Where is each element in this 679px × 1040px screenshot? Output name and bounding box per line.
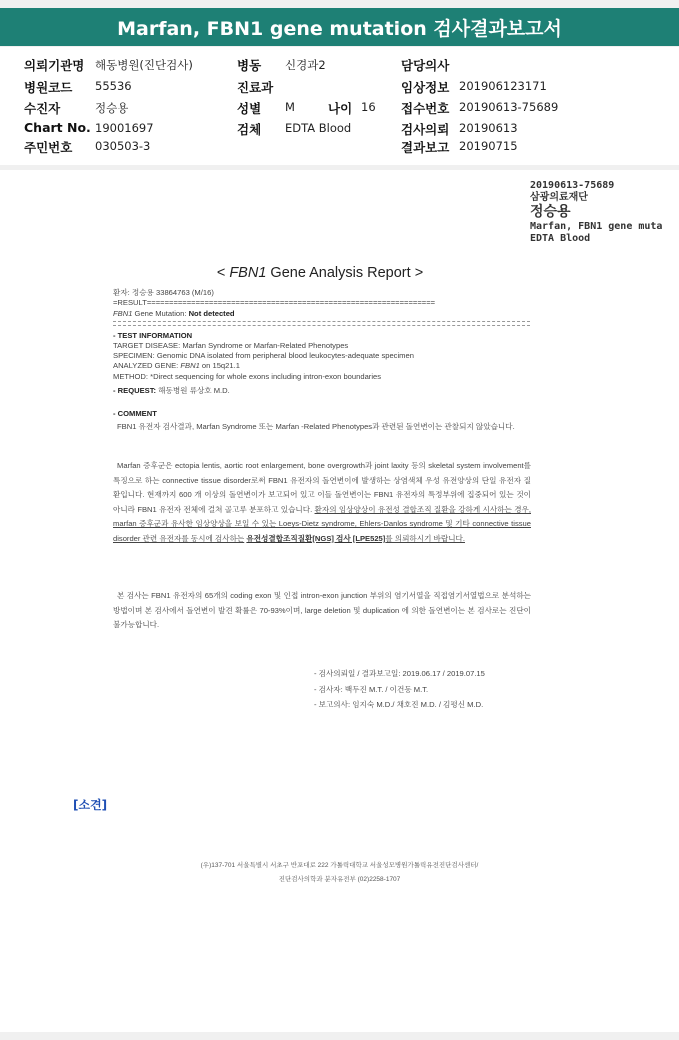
request-line [113, 385, 230, 396]
analyzed-gene-name: FBN1 [180, 361, 200, 370]
patient-label: 수진자 [24, 101, 61, 116]
doctor-label: 담당의사 [401, 58, 450, 73]
stamp-test-name: Marfan, FBN1 gene muta [530, 221, 663, 232]
analysis-report-title [0, 265, 640, 281]
report-title-prefix: < [216, 265, 230, 281]
technologist-line: - 검사자: 백두진 M.T. / 이건동 M.T. [314, 685, 429, 694]
reporting-doctor-line: - 보고의사: 임지숙 M.D./ 채호진 M.D. / 김평신 M.D. [314, 700, 484, 709]
receipt-label: 접수번호 [401, 101, 450, 116]
comment-paragraph-2-text: Marfan 증후군은 ectopia lentis, aortic root enlargement, bone overgrowth과 joint laxity 등의 skeletal system involvement를 특징으로 하는 connective tissue disorder로써 FBN1 유전자의 돌연변이에 발생하는 상염색체 우성 유전양상의 단일 유전자 질환입니다. 현재까지 600 개 이상의 돌연변이가 보고되어 있고 이들 돌연변이는 FBN1 유전자의 특정부위에 집중되어 있는 것이 아니라 FBN1 유전자 전체에 걸쳐 골고루 분포하고 있습니다. [113, 461, 531, 514]
age-value: 16 [361, 100, 376, 114]
report-date-value: 20190715 [459, 139, 518, 153]
patient-info-panel [0, 47, 679, 165]
report-title-rest: Gene Analysis Report > [266, 265, 424, 281]
test-info-heading: - TEST INFORMATION [113, 331, 193, 340]
mutation-value: Not detected [188, 309, 235, 318]
comment-paragraph-3: 본 검사는 FBN1 유전자의 65개의 coding exon 및 인접 intron-exon junction 부위의 염기서열을 직접염기서열법으로 분석하는 방법이며 본 검사에서 돌연변이 발견 확률은 70-93%이며, large deletion 및 duplication 에 의한 돌연변이는 본 검사로는 진단이 불가능합니다. [113, 591, 531, 630]
stamp-organization: 삼광의료재단 [530, 192, 588, 203]
footer-department: 진단검사의학과 분자유전부 (02)2258-1707 [278, 876, 401, 883]
opinion-label: [소견] [73, 798, 108, 812]
stamp-receipt-number: 20190613-75689 [530, 180, 615, 191]
sex-label: 성별 [237, 101, 262, 116]
sex-value: M [285, 100, 295, 114]
analyzed-gene-prefix: ANALYZED GENE: [113, 361, 181, 370]
ward-value: 신경과2 [285, 58, 326, 72]
request-heading: - REQUEST: [113, 386, 157, 395]
clinical-label: 임상정보 [401, 80, 450, 95]
comment-paragraph-2-end: 를 의뢰하시기 바랍니다. [385, 533, 465, 543]
clinical-value: 20190612317​1 [459, 79, 547, 93]
mutation-gene: FBN1 [113, 309, 133, 318]
specimen-line: SPECIMEN: Genomic DNA isolated from peripheral blood leukocytes-adequate specimen [113, 351, 414, 360]
id-label: 주민번호 [24, 140, 73, 155]
chart-value: 19001697 [95, 121, 154, 135]
comment-heading: - COMMENT [113, 409, 157, 418]
hospital-value: 해동병원(진단검사) [95, 58, 193, 72]
comment-paragraph-2-underlined: 환자의 임상양상이 유전성 결합조직 질환을 강하게 시사하는 경우, marfan 증후군과 유사한 임상양상을 보일 수 있는 Loeys-Dietz syndrome, Ehlers-Danlos syndrome 및 기타 connective tissue disorder 관련 유전자를 동시에 검사하는 [113, 504, 531, 543]
comment-paragraph-2 [113, 459, 531, 547]
age-label: 나이 [328, 101, 353, 116]
result-divider: =RESULT================================================================= [113, 298, 436, 307]
id-value: 030503-3 [95, 139, 151, 153]
code-value: 55536 [95, 79, 132, 93]
analyzed-gene-rest: on 15q21.1 [199, 361, 240, 370]
divider [113, 321, 530, 322]
patient-line: 환자: 정승용 33864763 (M/16) [113, 288, 214, 297]
target-disease: TARGET DISEASE: Marfan Syndrome or Marfan-Related Phenotypes [113, 341, 349, 350]
mutation-label: Gene Mutation: [132, 309, 189, 318]
mutation-result-line [113, 309, 235, 318]
comment-paragraph-1: FBN1 유전자 검사결과, Marfan Syndrome 또는 Marfan -Related Phenotypes과 관련된 돌연변이는 관찰되지 않았습니다. [117, 422, 515, 431]
patient-value: 정승용 [95, 101, 129, 115]
dept-label: 진료과 [237, 80, 274, 95]
stamp-specimen: EDTA Blood [530, 233, 591, 244]
ward-label: 병동 [237, 58, 262, 73]
specimen-label-stamp [530, 180, 662, 245]
analyzed-gene [113, 361, 240, 370]
request-date-label: 검사의뢰 [401, 122, 450, 137]
report-date-label: 결과보고 [401, 140, 450, 155]
specimen-label: 검체 [237, 122, 262, 137]
method-line: METHOD: *Direct sequencing for whole exons including intron-exon boundaries [113, 372, 382, 381]
report-title-bar [0, 8, 679, 46]
request-value: 해동병원 류상호 M.D. [156, 386, 230, 395]
report-title-gene: FBN1 [229, 265, 267, 281]
receipt-value: 20190613-75689 [459, 100, 559, 114]
request-date-value: 20190613 [459, 121, 518, 135]
scanned-report-document [0, 170, 679, 1032]
date-line: - 검사의뢰일 / 결과보고일: 2019.06.17 / 2019.07.15 [314, 669, 485, 678]
divider [113, 325, 530, 326]
code-label: 병원코드 [24, 80, 73, 95]
specimen-value: EDTA Blood [285, 121, 352, 135]
ngs-test-reference: 유전성결합조직질환[NGS] 검사 [LPE525] [246, 533, 386, 543]
stamp-patient-name: 정승용 [530, 204, 571, 220]
hospital-label: 의뢰기관명 [24, 58, 85, 73]
report-title: Marfan, FBN1 gene mutation 검사결과보고서 [117, 17, 562, 40]
chart-label: Chart No. [24, 120, 91, 135]
footer-address: (우)137-701 서울특별시 서초구 반포대로 222 가톨릭대학교 서울성모병원가톨릭유전진단검사센터/ [200, 862, 479, 869]
